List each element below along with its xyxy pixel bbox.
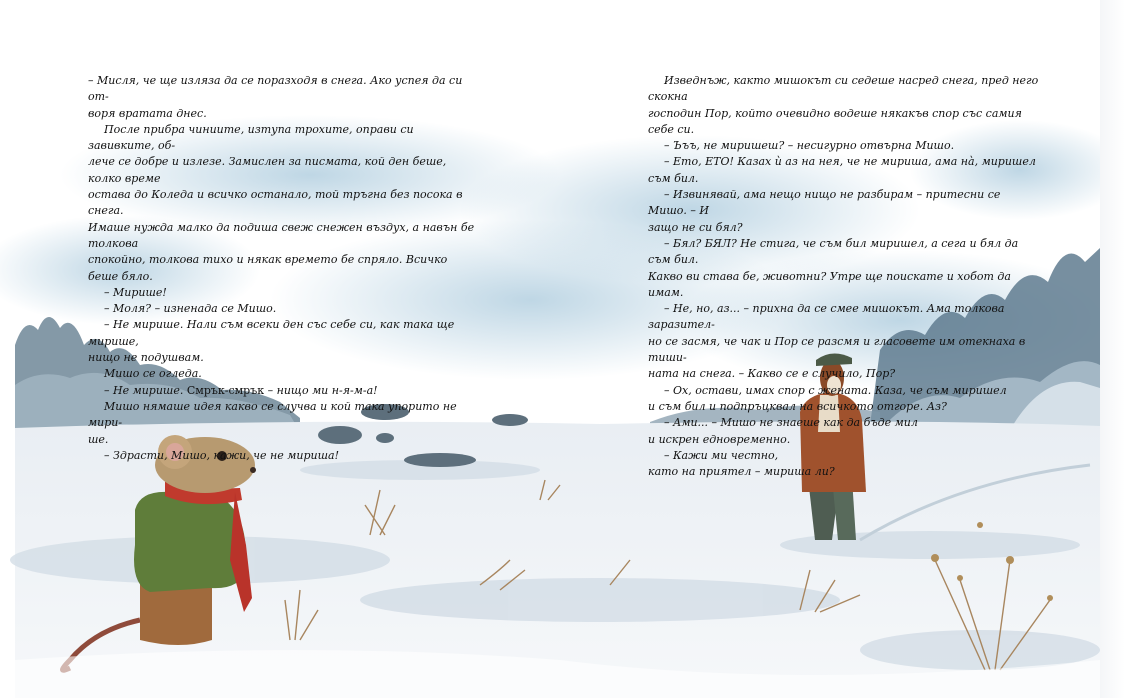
text-line: защо не си бял? xyxy=(648,220,743,234)
text-line: – Ето, ЕТО! Казах ѝ аз на нея, че не мириша, ама нà, миришел съм бил. xyxy=(648,155,1036,185)
page-edge xyxy=(1100,0,1125,698)
text-line: – Не мирише. Нали съм всеки ден със себе си, как така ще мирише, xyxy=(88,318,455,348)
text-line: – Моля? – изненада се Мишо. xyxy=(104,302,277,316)
text-line: – Не, но, аз... – прихна да се смее мишокът. Ама толкова заразител- xyxy=(648,302,1005,332)
text-line: но се засмя, че чак и Пор се разсмя и гласовете им отекнаха в тиши- xyxy=(648,334,1026,365)
text-line xyxy=(88,383,480,399)
text-segment: – Не мирише. xyxy=(104,383,184,397)
text-line: господин Пор, който очевидно водеше някакъв спор със самия себе си. xyxy=(648,106,1022,136)
text-line: – Ами... – Мишо не знаеше как да бъде мил xyxy=(664,416,918,430)
text-line: Мишо се огледа. xyxy=(104,367,202,381)
text-line: – Ох, остави, имах спор с жената. Каза, че съм миришел xyxy=(664,383,1007,397)
text-line: и съм бил и подпръцквал на всичкото отгоре. Аз? xyxy=(648,399,947,413)
text-line: – Ъъъ, не миришеш? – несигурно отвърна Мишо. xyxy=(664,139,955,153)
text-line: ше. xyxy=(88,432,109,446)
text-line: Мишо нямаше идея какво се случва и кой така упорито не мири- xyxy=(88,399,457,430)
text-line: Имаше нужда малко да подиша свеж снежен въздух, а навън бе толкова xyxy=(88,220,475,250)
right-page-text xyxy=(648,73,1041,480)
text-line: Изведнъж, както мишокът си седеше насред снега, пред него скокна xyxy=(648,74,1039,104)
text-segment: – нищо ми н-я-м-а! xyxy=(267,383,378,397)
text-line: – Мирише! xyxy=(104,285,167,299)
text-line: спокойно, толкова тихо и някак времето бе спряло. Всичко беше бяло. xyxy=(88,253,448,283)
left-page-text xyxy=(88,73,480,464)
text-line: ната на снега. – Какво се е случило, Пор? xyxy=(648,367,896,381)
text-line: лече се добре и излезе. Замислен за писмата, кой ден беше, колко време xyxy=(88,155,447,185)
text-line: остава до Коледа и всичко останало, той тръгна без посока в снега. xyxy=(88,188,463,218)
text-line: воря вратата днес. xyxy=(88,106,207,120)
text-line: нищо не подушвам. xyxy=(88,351,204,365)
text-line: – Извинявай, ама нещо нищо не разбирам – притесни се Мишо. – И xyxy=(648,188,1001,218)
text-line: – Здрасти, Мишо, кажи, че не мириша! xyxy=(104,448,340,462)
text-line: и искрен едновременно. xyxy=(648,432,791,446)
text-line: – Кажи ми честно, xyxy=(664,448,779,462)
text-line: Какво ви става бе, животни? Утре ще поискате и хобот да имам. xyxy=(648,269,1011,299)
sniff-emphasis: Смрък-смрък xyxy=(186,383,265,397)
text-line: – Мисля, че ще изляза да се поразходя в снега. Ако успея да си от- xyxy=(88,74,463,104)
text-line: – Бял? БЯЛ? Не стига, че съм бил миришел, а сега и бял да съм бил. xyxy=(648,236,1019,267)
text-line: като на приятел – мириша ли? xyxy=(648,465,835,479)
text-line: После прибра чиниите, изтупа трохите, оправи си завивките, об- xyxy=(88,122,414,153)
